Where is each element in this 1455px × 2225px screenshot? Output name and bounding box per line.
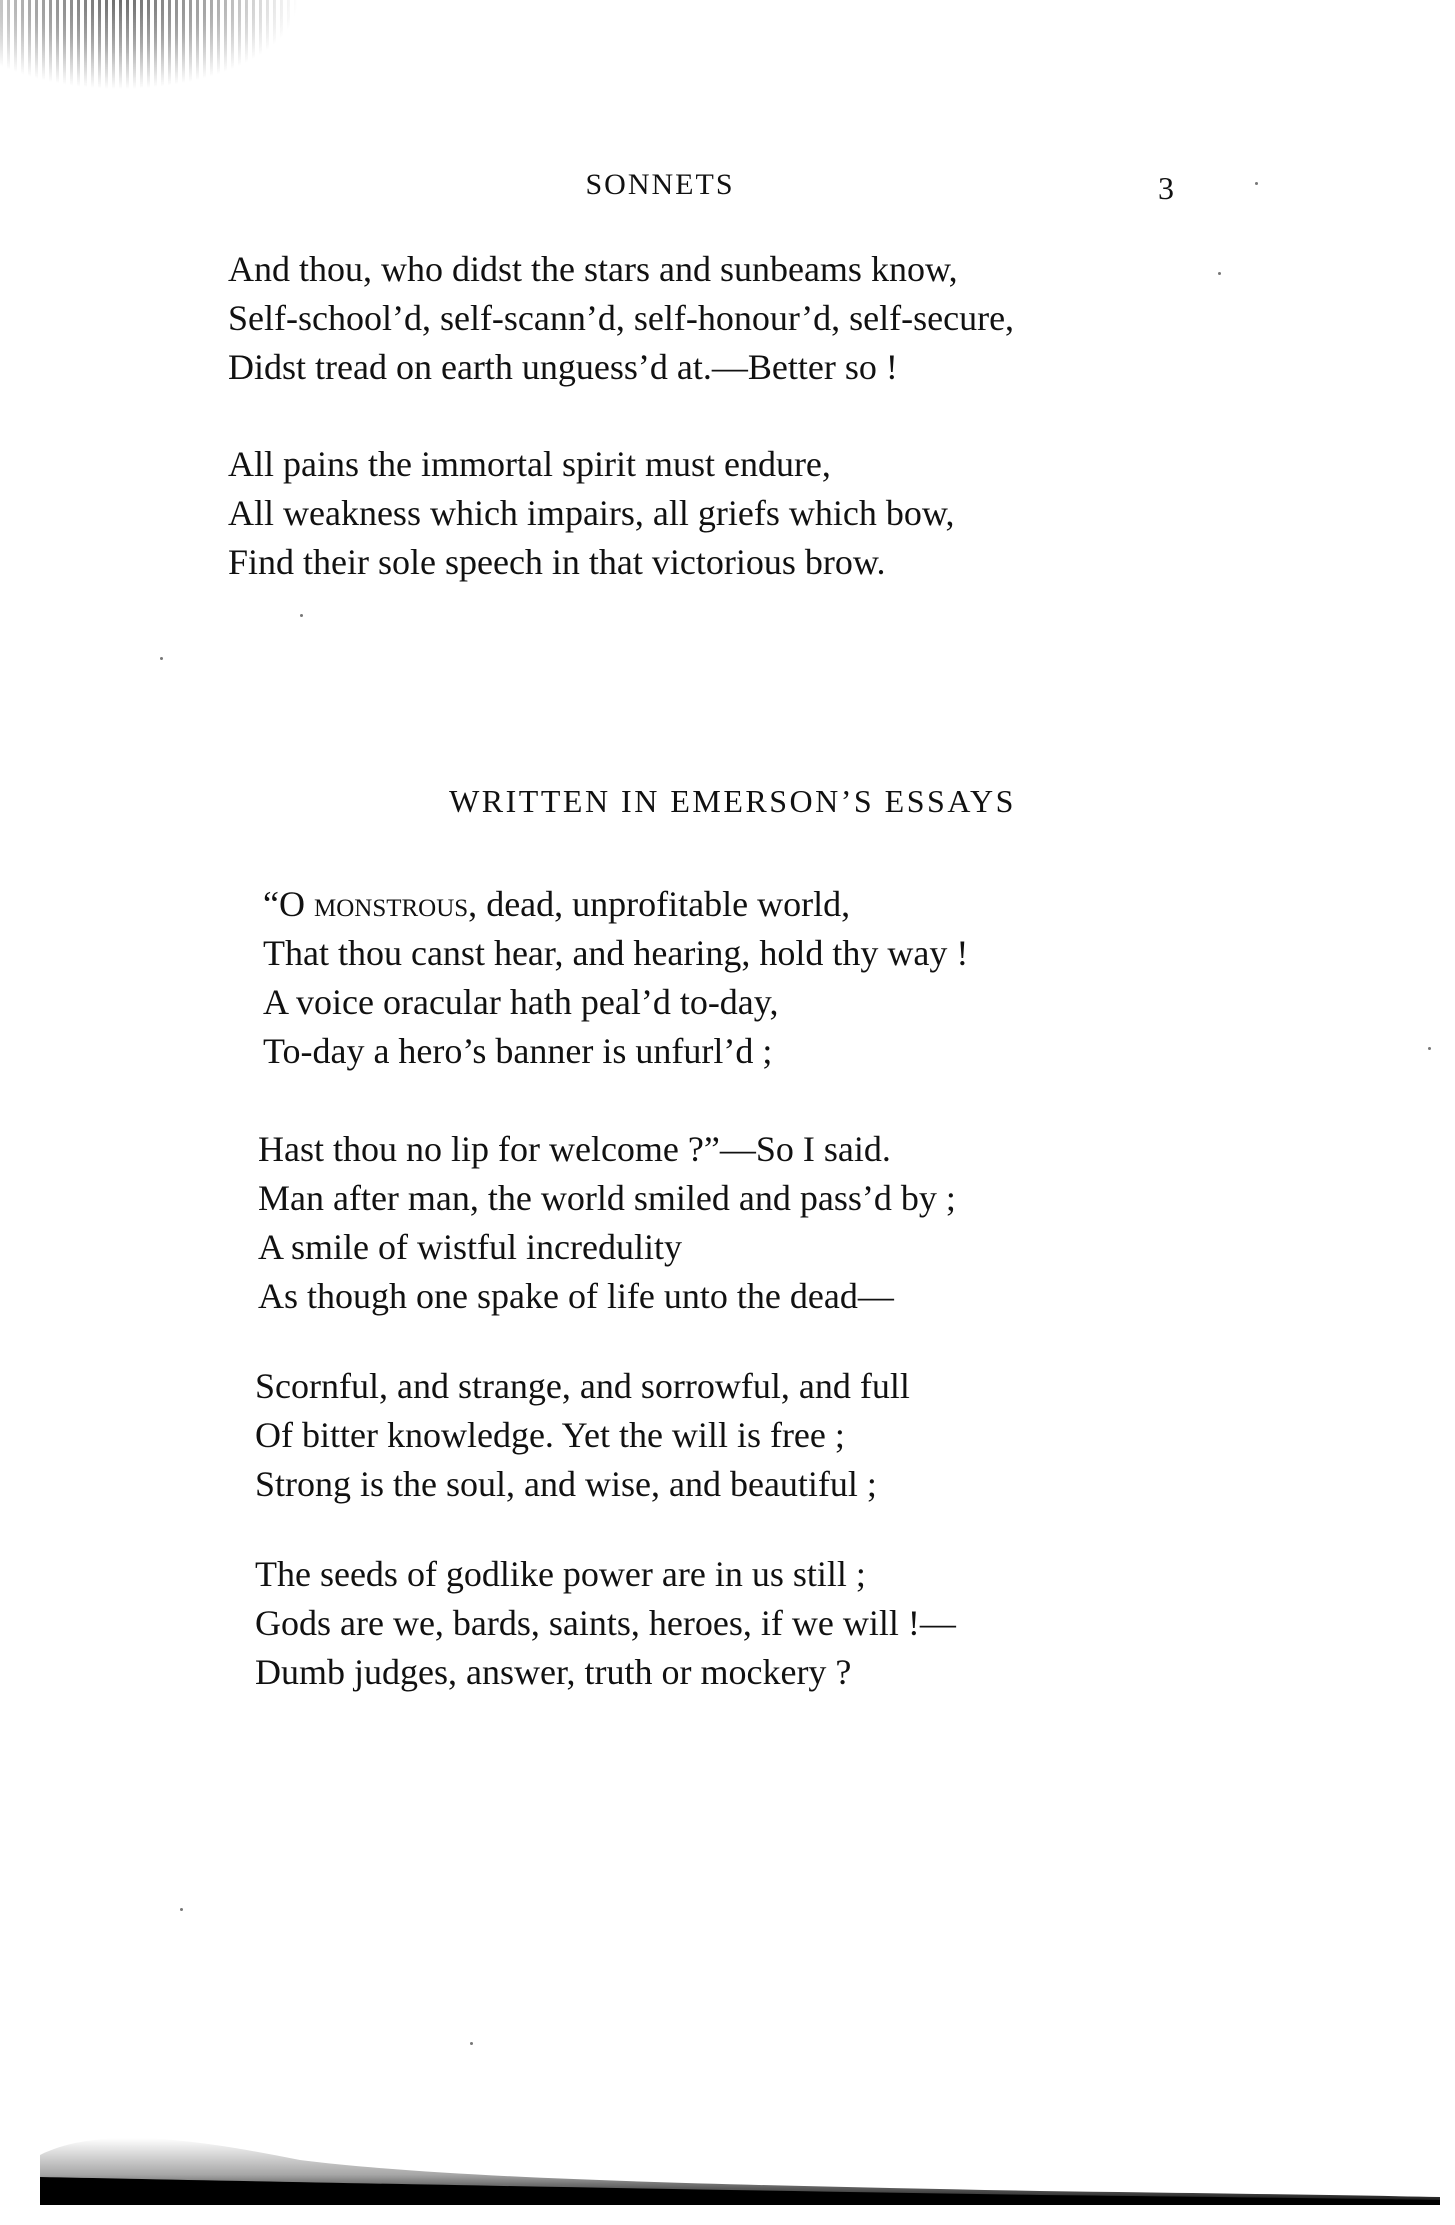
verse-line: A smile of wistful incredulity	[258, 1227, 682, 1267]
verse-line: As though one spake of life unto the dead—	[258, 1276, 894, 1316]
poem-title: WRITTEN IN EMERSON’S ESSAYS	[449, 783, 1016, 819]
sonnet-stanza-1	[228, 245, 1014, 392]
verse-line: Of bitter knowledge. Yet the will is free ;	[255, 1415, 845, 1455]
opening-smallcaps: monstrous,	[313, 884, 478, 924]
sonnet-stanza-2	[228, 440, 955, 587]
verse-line: Strong is the soul, and wise, and beautiful ;	[255, 1464, 877, 1504]
verse-line: A voice oracular hath peal’d to-day,	[263, 982, 779, 1022]
verse-line: Self-school’d, self-scann’d, self-honour’d, self-secure,	[228, 298, 1015, 338]
verse-line: Man after man, the world smiled and pass’d by ;	[258, 1178, 956, 1218]
scan-speck	[1255, 182, 1258, 185]
verse-line: Find their sole speech in that victorious brow.	[228, 542, 886, 582]
scan-speck	[300, 614, 303, 617]
poem-stanza-4	[255, 1550, 956, 1697]
verse-line: Gods are we, bards, saints, heroes, if we will !—	[255, 1603, 956, 1643]
verse-line: All weakness which impairs, all griefs which bow,	[228, 493, 955, 533]
verse-line: Hast thou no lip for welcome ?”—So I said.	[258, 1129, 891, 1169]
page-number: 3	[1158, 170, 1174, 206]
verse-line: And thou, who didst the stars and sunbeams know,	[228, 249, 958, 289]
poem-stanza-2	[258, 1125, 956, 1321]
verse-line: Didst tread on earth unguess’d at.—Better so !	[228, 347, 898, 387]
poem-stanza-1	[263, 880, 968, 1076]
scan-speck	[160, 657, 163, 660]
running-title: SONNETS	[585, 168, 735, 201]
verse-line-opening	[263, 880, 968, 929]
scan-speck	[1218, 272, 1221, 275]
verse-line: All pains the immortal spirit must endure,	[228, 444, 831, 484]
verse-line: Scornful, and strange, and sorrowful, and full	[255, 1366, 910, 1406]
scan-speck	[470, 2042, 473, 2045]
running-header	[0, 168, 1455, 218]
verse-line: Dumb judges, answer, truth or mockery ?	[255, 1652, 852, 1692]
scan-speck	[180, 1908, 183, 1911]
scan-artifact-bottom	[40, 2085, 1440, 2205]
scan-artifact-top	[0, 0, 300, 90]
scan-speck	[1428, 1047, 1431, 1050]
verse-line: To-day a hero’s banner is unfurl’d ;	[263, 1031, 773, 1071]
verse-line: The seeds of godlike power are in us still ;	[255, 1554, 866, 1594]
opening-quote: “O	[263, 884, 314, 924]
poem-stanza-3	[255, 1362, 910, 1509]
verse-line: That thou canst hear, and hearing, hold thy way !	[263, 933, 969, 973]
opening-rest: dead, unprofitable world,	[477, 884, 851, 924]
